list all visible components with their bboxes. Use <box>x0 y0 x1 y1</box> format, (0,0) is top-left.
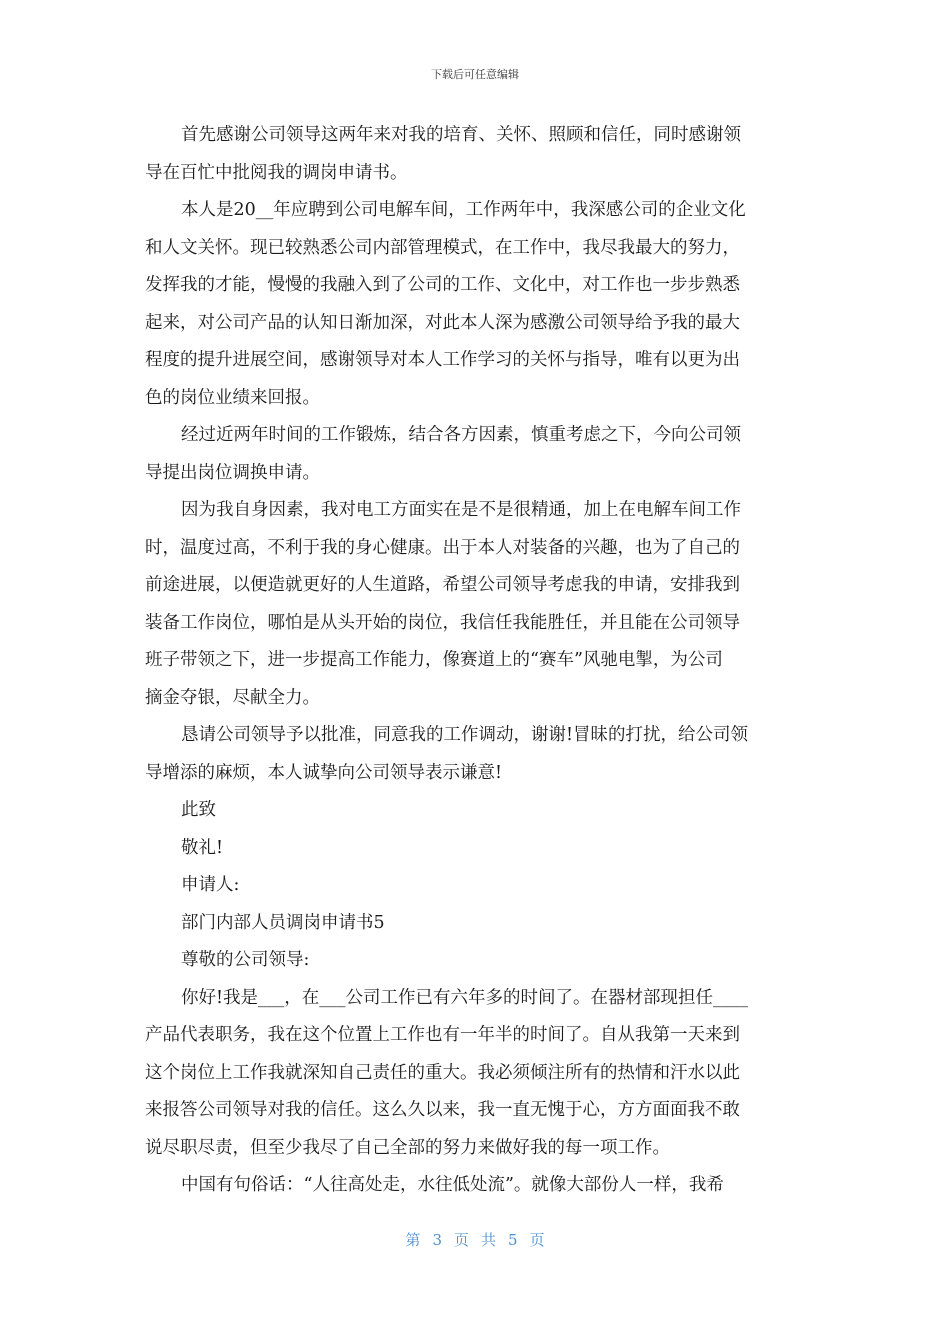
text-line: 程度的提升进展空间，感谢领导对本人工作学习的关怀与指导，唯有以更为出 <box>145 350 740 370</box>
text-line: 因为我自身因素，我对电工方面实在是不是很精通，加上在电解车间工作 <box>181 500 741 520</box>
text-line: 申请人: <box>181 875 240 895</box>
footer-total-word: 共 <box>481 1231 497 1249</box>
text-line: 说尽职尽责，但至少我尽了自己全部的努力来做好我的每一项工作。 <box>145 1137 670 1158</box>
text-line: 装备工作岗位，哪怕是从头开始的岗位，我信任我能胜任，并且能在公司领导 <box>145 612 740 633</box>
text-line: 这个岗位上工作我就深知自己责任的重大。我必须倾注所有的热情和汗水以此 <box>145 1062 740 1083</box>
text-line: 你好!我是___，在___公司工作已有六年多的时间了。在器材部现担任____ <box>181 987 749 1008</box>
text-line: 产品代表职务，我在这个位置上工作也有一年半的时间了。自从我第一天来到 <box>145 1025 740 1045</box>
text-line: 前途进展，以便造就更好的人生道路，希望公司领导考虑我的申请，安排我到 <box>145 575 740 595</box>
text-line: 时，温度过高，不利于我的身心健康。出于本人对装备的兴趣，也为了自己的 <box>145 537 740 558</box>
text-line: 首先感谢公司领导这两年来对我的培育、关怀、照顾和信任，同时感谢领 <box>181 125 741 145</box>
text-line: 来报答公司领导对我的信任。这么久以来，我一直无愧于心，方方面面我不敢 <box>145 1100 740 1120</box>
text-line: 发挥我的才能，慢慢的我融入到了公司的工作、文化中，对工作也一步步熟悉 <box>145 275 740 295</box>
text-line: 本人是20__年应聘到公司电解车间，工作两年中，我深感公司的企业文化 <box>181 200 746 220</box>
text-line: 摘金夺银，尽献全力。 <box>145 687 320 708</box>
page-footer <box>0 1229 950 1250</box>
footer-current-page: 3 <box>432 1231 442 1249</box>
text-line: 敬礼! <box>181 837 224 858</box>
footer-page-word: 第 <box>405 1231 421 1249</box>
text-line: 导在百忙中批阅我的调岗申请书。 <box>145 162 408 183</box>
text-line: 经过近两年时间的工作锻炼，结合各方因素，慎重考虑之下，今向公司领 <box>181 425 741 445</box>
text-line: 班子带领之下，进一步提高工作能力，像赛道上的“赛车”风驰电掣，为公司 <box>145 650 723 670</box>
text-line: 色的岗位业绩来回报。 <box>145 387 320 408</box>
text-line: 导增添的麻烦，本人诚挚向公司领导表示谦意! <box>145 762 503 783</box>
document-body <box>145 117 807 1205</box>
text-line: 起来，对公司产品的认知日渐加深，对此本人深为感激公司领导给予我的最大 <box>145 312 740 333</box>
text-line: 恳请公司领导予以批准，同意我的工作调动，谢谢!冒昧的打扰，给公司领 <box>181 725 749 745</box>
text-line: 此致 <box>181 800 216 820</box>
text-line: 部门内部人员调岗申请书5 <box>181 912 385 933</box>
text-line: 导提出岗位调换申请。 <box>145 462 320 483</box>
text-line: 和人文关怀。现已较熟悉公司内部管理模式，在工作中，我尽我最大的努力， <box>145 237 740 258</box>
footer-total-pages: 5 <box>508 1231 518 1249</box>
footer-total-unit: 页 <box>529 1231 545 1249</box>
text-line: 中国有句俗话：“人往高处走，水往低处流”。就像大部份人一样，我希 <box>181 1175 724 1195</box>
footer-page-unit: 页 <box>453 1231 469 1249</box>
text-line: 尊敬的公司领导: <box>181 950 310 970</box>
page-header: 下载后可任意编辑 <box>431 68 519 81</box>
